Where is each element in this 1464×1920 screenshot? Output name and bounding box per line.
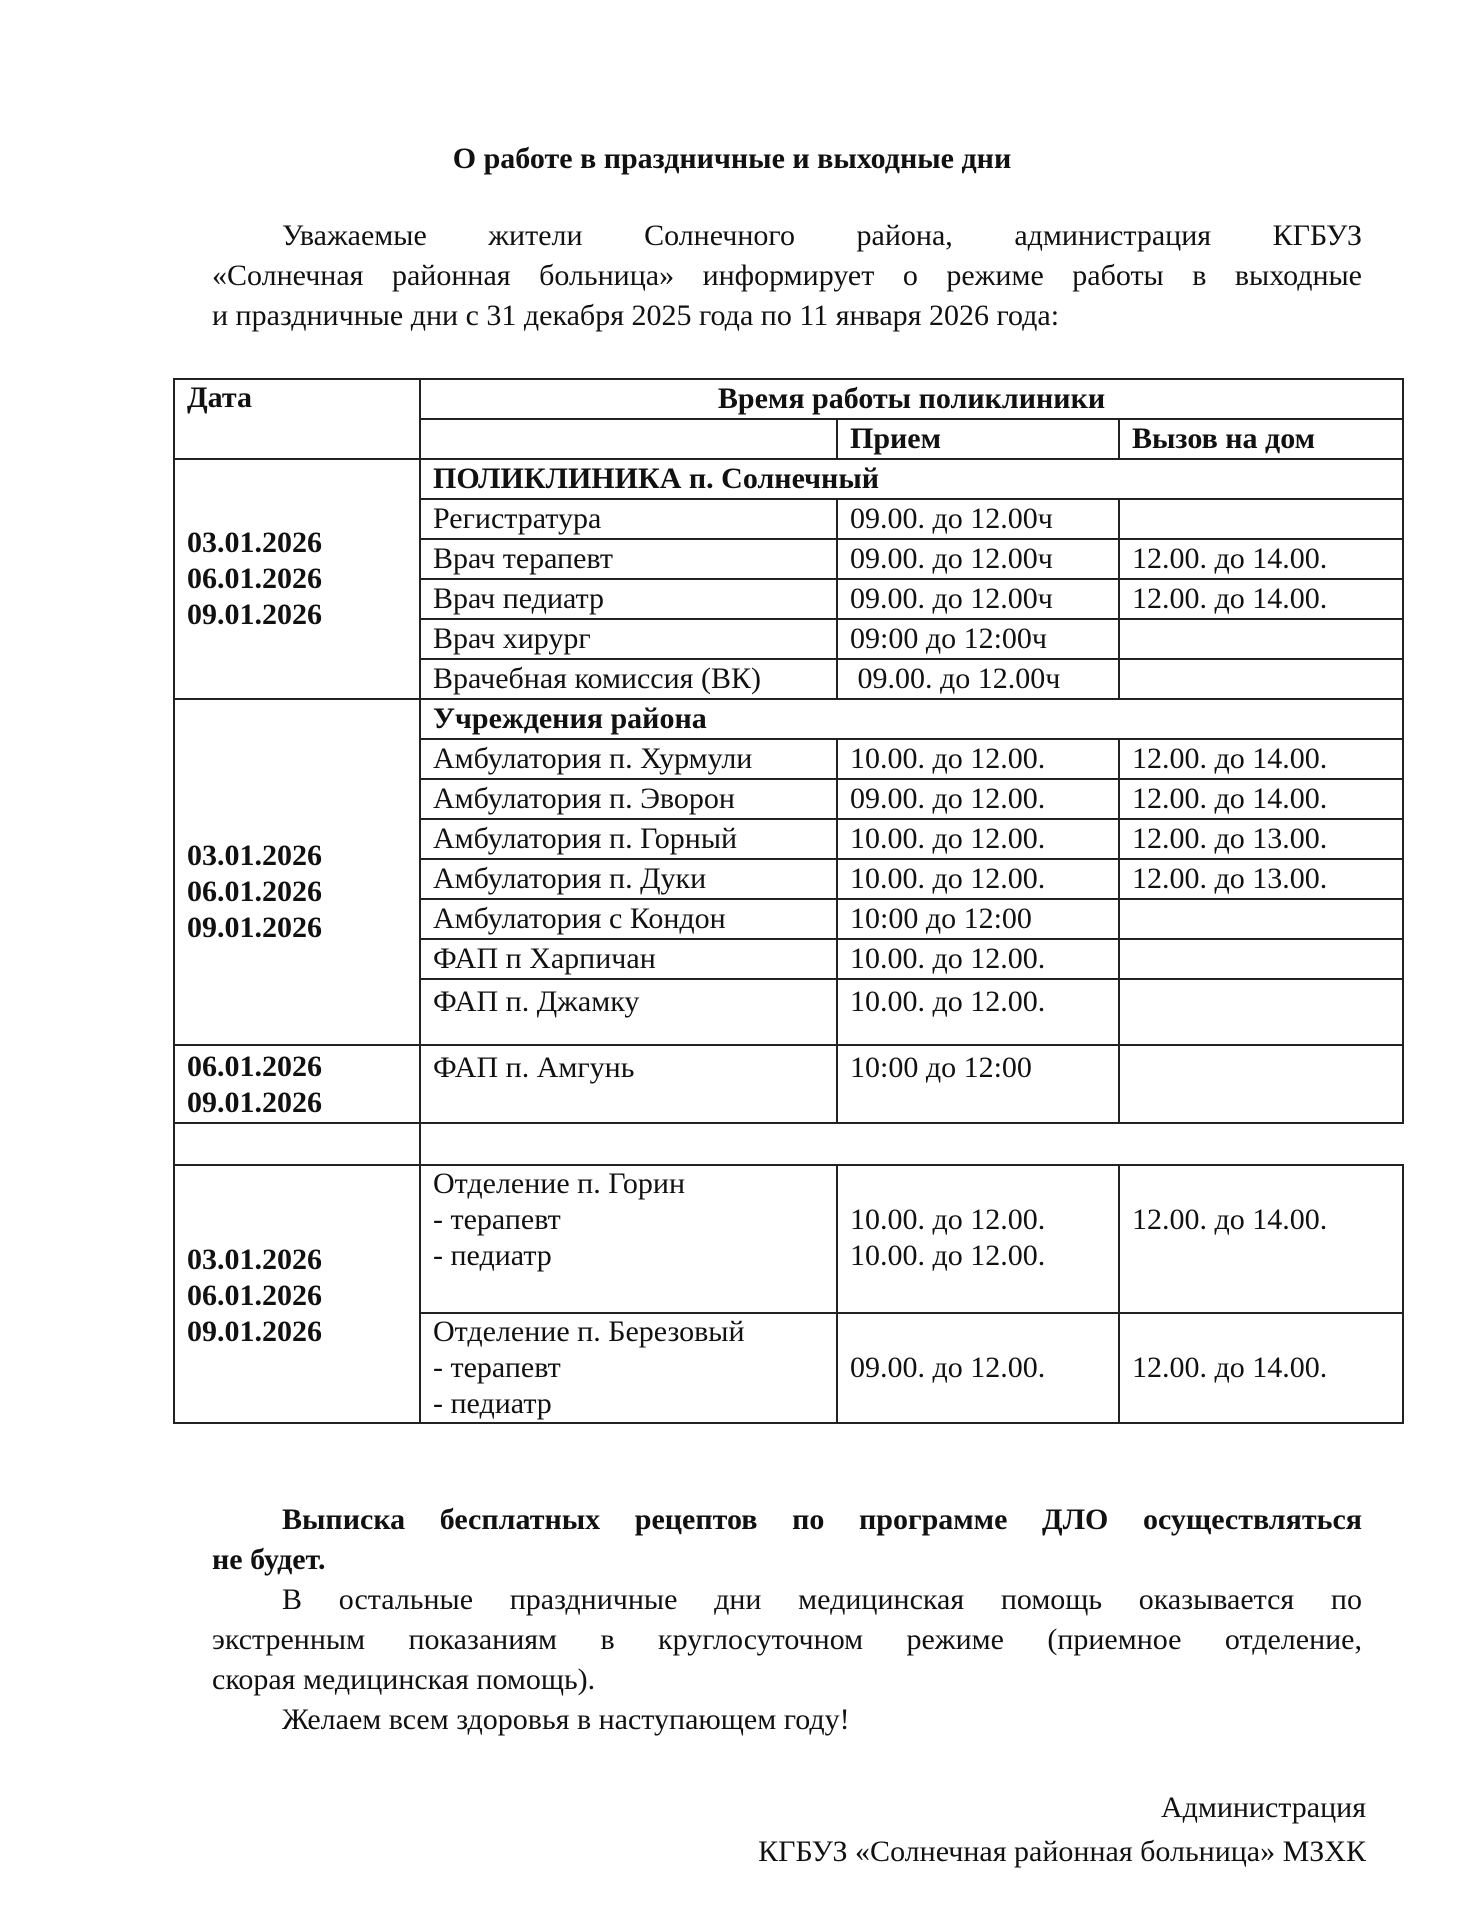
- header-blank: [420, 419, 837, 459]
- notice-bold-line-2: не будет.: [212, 1543, 326, 1576]
- dept-sub: - терапевт: [433, 1351, 561, 1384]
- dates-cell-group1: [174, 459, 420, 699]
- reception-hours: 10.00. до 12.00.: [850, 1239, 1046, 1272]
- notice-line-3: скорая медицинская помощь).: [212, 1663, 596, 1696]
- dept-name: Отделение п. Горин: [433, 1167, 686, 1200]
- reception-hours: 09.00. до 12.00ч: [837, 659, 1119, 699]
- dept-name: Врач терапевт: [420, 539, 837, 579]
- date-item: 09.01.2026: [187, 1086, 322, 1119]
- table-row: [174, 1045, 1403, 1123]
- home-call-hours: 12.00. до 14.00.: [1119, 779, 1403, 819]
- date-item: 06.01.2026: [187, 562, 322, 595]
- schedule-table: [173, 378, 1404, 1424]
- reception-hours: 10.00. до 12.00.: [837, 859, 1119, 899]
- dept-name: Регистратура: [420, 499, 837, 539]
- home-call-hours: 12.00. до 14.00.: [1119, 1313, 1403, 1423]
- date-item: 03.01.2026: [187, 526, 322, 559]
- dept-name: ФАП п. Амгунь: [420, 1045, 837, 1123]
- dept-berezovy: [420, 1313, 837, 1423]
- dept-name: Амбулатория п. Хурмули: [420, 739, 837, 779]
- notice-wish: Желаем всем здоровья в наступающем году!: [282, 1703, 850, 1736]
- home-call-hours: 12.00. до 14.00.: [1119, 539, 1403, 579]
- dept-name: Амбулатория п. Горный: [420, 819, 837, 859]
- home-gorin: [1119, 1165, 1403, 1313]
- reception-gorin: [837, 1165, 1119, 1313]
- dept-name: Отделение п. Березовый: [433, 1315, 745, 1348]
- date-item: 09.01.2026: [187, 1315, 322, 1348]
- date-item: 06.01.2026: [187, 1279, 322, 1312]
- dates-cell-group4: [174, 1165, 420, 1423]
- reception-hours: 09.00. до 12.00ч: [837, 579, 1119, 619]
- reception-hours: 10.00. до 12.00.: [837, 979, 1119, 1045]
- group-heading-district: Учреждения района: [420, 699, 1403, 739]
- home-call-hours: 12.00. до 14.00.: [1119, 739, 1403, 779]
- signature-line-1: Администрация: [1160, 1791, 1366, 1824]
- dept-sub: - педиатр: [433, 1387, 552, 1420]
- home-call-hours: 12.00. до 13.00.: [1119, 859, 1403, 899]
- notice-line-2: экстренным показаниям в круглосуточном режиме (приемное отделение,: [212, 1623, 1362, 1656]
- reception-hours: 09.00. до 12.00.: [837, 1313, 1119, 1423]
- dates-cell-group2: [174, 699, 420, 1045]
- reception-hours: 09.00. до 12.00.: [837, 779, 1119, 819]
- reception-hours: 09:00 до 12:00ч: [837, 619, 1119, 659]
- table-row: [174, 1165, 1403, 1313]
- signature-line-2: КГБУЗ «Солнечная районная больница» МЗХК: [758, 1835, 1366, 1868]
- home-call-hours: [1119, 979, 1403, 1045]
- gap-cell: [420, 1123, 1403, 1165]
- home-call-hours: [1119, 659, 1403, 699]
- dept-name: Амбулатория с Кондон: [420, 899, 837, 939]
- header-home-call: Вызов на дом: [1119, 419, 1403, 459]
- home-call-hours: [1119, 899, 1403, 939]
- dept-sub: - терапевт: [433, 1203, 561, 1236]
- dept-name: Врачебная комиссия (ВК): [420, 659, 837, 699]
- home-call-hours: [1119, 499, 1403, 539]
- home-call-hours: 12.00. до 14.00.: [1119, 579, 1403, 619]
- date-item: 03.01.2026: [187, 839, 322, 872]
- page-title: О работе в праздничные и выходные дни: [452, 142, 1012, 175]
- reception-hours: 10:00 до 12:00: [837, 899, 1119, 939]
- date-item: 06.01.2026: [187, 1050, 322, 1083]
- intro-line-1: Уважаемые жители Солнечного района, администрация КГБУЗ: [282, 219, 1362, 252]
- dept-name: ФАП п. Джамку: [420, 979, 837, 1045]
- reception-hours: 10.00. до 12.00.: [837, 939, 1119, 979]
- reception-hours: 10.00. до 12.00.: [837, 739, 1119, 779]
- dept-name: Амбулатория п. Эворон: [420, 779, 837, 819]
- intro-line-3: и праздничные дни с 31 декабря 2025 года по 11 января 2026 года:: [212, 299, 1060, 332]
- dept-name: Амбулатория п. Дуки: [420, 859, 837, 899]
- header-reception: Прием: [837, 419, 1119, 459]
- gap-cell: [174, 1123, 420, 1165]
- dept-gorin: [420, 1165, 837, 1313]
- group-heading-polyclinic: ПОЛИКЛИНИКА п. Солнечный: [420, 459, 1403, 499]
- home-call-hours: [1119, 619, 1403, 659]
- home-call-hours: 12.00. до 13.00.: [1119, 819, 1403, 859]
- home-call-hours: [1119, 1045, 1403, 1123]
- dept-name: Врач педиатр: [420, 579, 837, 619]
- reception-hours: 09.00. до 12.00ч: [837, 539, 1119, 579]
- dept-name: Врач хирург: [420, 619, 837, 659]
- reception-hours: 10:00 до 12:00: [837, 1045, 1119, 1123]
- date-item: 09.01.2026: [187, 598, 322, 631]
- notice-line-1: В остальные праздничные дни медицинская помощь оказывается по: [282, 1583, 1362, 1616]
- intro-line-2: «Солнечная районная больница» информирует о режиме работы в выходные: [212, 259, 1362, 292]
- dates-cell-group3: [174, 1045, 420, 1123]
- date-item: 09.01.2026: [187, 911, 322, 944]
- notice-bold-line-1: Выписка бесплатных рецептов по программе ДЛО осуществляться: [282, 1503, 1362, 1536]
- dept-sub: - педиатр: [433, 1239, 552, 1272]
- dept-name: ФАП п Харпичан: [420, 939, 837, 979]
- header-date: Дата: [174, 379, 420, 459]
- reception-hours: 09.00. до 12.00ч: [837, 499, 1119, 539]
- home-call-hours: 12.00. до 14.00.: [1132, 1203, 1328, 1236]
- reception-hours: 10.00. до 12.00.: [850, 1203, 1046, 1236]
- home-call-hours: [1119, 939, 1403, 979]
- date-item: 03.01.2026: [187, 1243, 322, 1276]
- reception-hours: 10.00. до 12.00.: [837, 819, 1119, 859]
- header-main: Время работы поликлиники: [420, 379, 1403, 419]
- date-item: 06.01.2026: [187, 875, 322, 908]
